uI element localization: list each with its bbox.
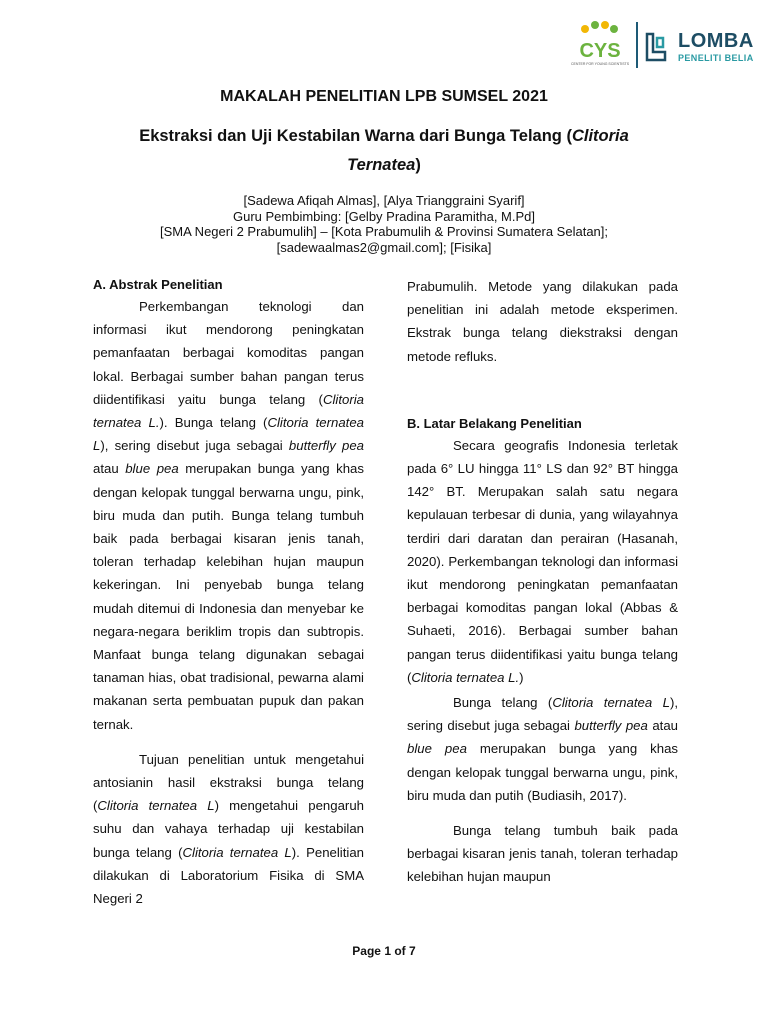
- italic-text-run: butterfly pea: [574, 718, 648, 734]
- text-run: ). Penelitian dilakukan di Laboratorium Fisika di SMA Negeri 2: [93, 844, 364, 907]
- advisor-line: Guru Pembimbing: [Gelby Pradina Paramitha, M.Pd]: [232, 208, 536, 224]
- paper-title: [100, 122, 668, 180]
- abstract-paragraph-1: [93, 295, 364, 736]
- italic-text-run: Clitoria ternatea L: [97, 798, 215, 814]
- text-run: merupakan bunga yang khas dengan kelopak tunggal berwarna ungu, pink, biru muda dan putih (Budiasih, 2017).: [407, 741, 678, 803]
- italic-text-run: butterfly pea: [288, 438, 365, 454]
- italic-text-run: Clitoria ternatea L.: [411, 669, 520, 685]
- text-run: Bunga telang (: [453, 695, 553, 711]
- lomba-mark-icon: [645, 32, 669, 62]
- title-part-a: Ekstraksi dan Uji Kestabilan Warna dari Bunga Telang (: [139, 127, 572, 145]
- contact-line: [sadewaalmas2@gmail.com]; [Fisika]: [276, 239, 492, 255]
- italic-text-run: Clitoria ternatea L: [93, 415, 364, 454]
- background-paragraph-2: [407, 691, 678, 807]
- lomba-peneliti-belia-logo: [645, 28, 755, 68]
- page-word: Page: [352, 944, 381, 958]
- section-b-heading: B. Latar Belakang Penelitian: [407, 415, 582, 431]
- italic-text-run: blue pea: [125, 461, 179, 477]
- page-number: 1: [384, 944, 391, 958]
- right-column: [407, 275, 678, 889]
- title-part-c: Ternatea: [347, 156, 416, 174]
- text-run: Tujuan penelitian untuk mengetahui antosianin hasil ekstraksi bunga telang (: [93, 751, 364, 814]
- text-run: ) mengetahui pengaruh suhu dan vahaya terhadap uji kestabilan bunga telang (: [93, 798, 364, 860]
- title-part-d: ): [415, 156, 421, 174]
- abstract-paragraph-continued: Prabumulih. Metode yang dilakukan pada penelitian ini adalah metode eksperimen. Ekstrak bunga telang diekstraksi dengan metode refluks.: [407, 279, 678, 364]
- title-part-b: Clitoria: [571, 127, 629, 145]
- affiliation-line: [SMA Negeri 2 Prabumulih] – [Kota Prabumulih & Provinsi Sumatera Selatan];: [160, 224, 608, 239]
- text-run: ): [519, 669, 524, 685]
- italic-text-run: Clitoria ternatea L: [552, 695, 670, 711]
- author-line: [Sadewa Afiqah Almas], [Alya Trianggraini Syarif]: [243, 193, 525, 208]
- header-logos: [570, 20, 755, 70]
- text-run: Perkembangan teknologi dan informasi ikut mendorong peningkatan pemanfaatan berbagai komoditas pangan lokal. Berbagai sumber bahan pangan terus diidentifikasi yaitu bunga telang (: [93, 299, 364, 407]
- background-paragraph-1: [407, 434, 678, 689]
- of-word: of: [394, 944, 406, 958]
- cys-logo-text: CYS: [579, 40, 621, 62]
- italic-text-run: Clitoria ternatea L: [182, 844, 292, 860]
- page-footer: [0, 944, 768, 958]
- text-run: merupakan bunga yang khas dengan kelopak tunggal berwarna ungu, pink, biru muda dan putih. Bunga telang tumbuh baik pada berbagai kisaran jenis tanah, toleran terhadap kelebihan hujan maupun kekeringan. Ini penyebab bunga telang mudah ditemui di Indonesia dan menyebar ke negara-negara beriklim tropis dan subtropis. Manfaat bunga telang digunakan sebagai tanaman hias, obat tradisional, pewarna alami makanan serta pembuatan pupuk dan pakan ternak.: [93, 461, 364, 732]
- cys-logo-sub: CENTER FOR YOUNG SCIENTISTS: [570, 62, 630, 66]
- author-block: [100, 193, 668, 255]
- text-run: ), sering disebut juga sebagai: [407, 695, 678, 734]
- section-a-heading: A. Abstrak Penelitian: [93, 277, 223, 292]
- background-paragraph-3: Bunga telang tumbuh baik pada berbagai kisaran jenis tanah, toleran terhadap kelebihan hujan maupun: [407, 823, 678, 885]
- text-run: ), sering disebut juga sebagai: [100, 438, 289, 454]
- italic-text-run: Clitoria ternatea L.: [93, 391, 364, 431]
- text-run: atau: [93, 461, 126, 477]
- cys-logo: [570, 20, 630, 70]
- lomba-logo-sub: PENELITI BELIA: [678, 53, 754, 63]
- abstract-paragraph-2: [93, 748, 364, 910]
- text-run: Secara geografis Indonesia terletak pada 6° LU hingga 11° LS dan 92° BT hingga 142° BT. Merupakan salah satu negara kepulauan terbesar di dunia, yang wilayahnya terdiri dari daratan dan perairan (Hasanah, 2020). Perkembangan teknologi dan informasi ikut mendorong peningkatan pemanfaatan berbagai komoditas pangan lokal (Abbas & Suhaeti, 2016). Berbagai sumber bahan pangan terus diidentifikasi yaitu bunga telang (: [407, 437, 678, 685]
- paper-heading: MAKALAH PENELITIAN LPB SUMSEL 2021: [220, 88, 548, 105]
- text-run: ). Bunga telang (: [159, 415, 268, 431]
- text-run: atau: [647, 718, 678, 734]
- logo-divider: [636, 22, 638, 68]
- lomba-logo-word: LOMBA: [678, 30, 754, 52]
- italic-text-run: blue pea: [407, 741, 467, 757]
- page-total: 7: [409, 944, 416, 958]
- left-column: [93, 275, 364, 910]
